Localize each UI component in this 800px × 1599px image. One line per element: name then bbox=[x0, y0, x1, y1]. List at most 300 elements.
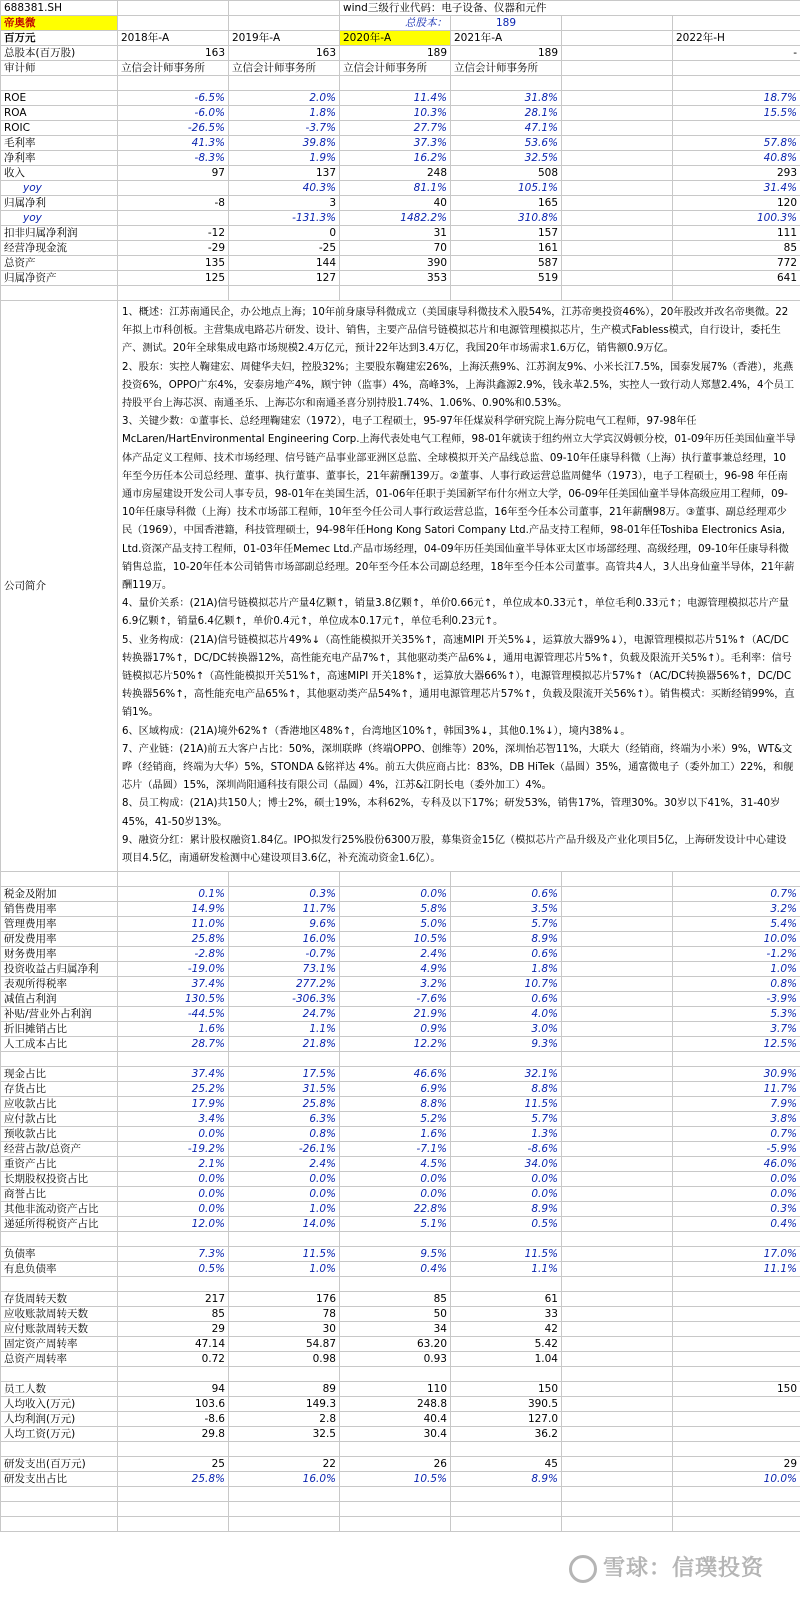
value-cell[interactable]: 22.8% bbox=[340, 1202, 451, 1217]
empty-cell[interactable] bbox=[451, 1277, 562, 1292]
value-cell[interactable]: 11.5% bbox=[451, 1097, 562, 1112]
value-cell[interactable]: 310.8% bbox=[451, 211, 562, 226]
empty-cell[interactable] bbox=[340, 1502, 451, 1517]
value-cell[interactable]: 97 bbox=[118, 166, 229, 181]
empty-cell[interactable] bbox=[118, 1502, 229, 1517]
value-cell[interactable]: 89 bbox=[229, 1382, 340, 1397]
empty-cell[interactable] bbox=[229, 1487, 340, 1502]
value-cell[interactable]: 277.2% bbox=[229, 977, 340, 992]
value-cell[interactable]: 40.4 bbox=[340, 1412, 451, 1427]
empty-cell[interactable] bbox=[118, 1517, 229, 1532]
empty-cell[interactable] bbox=[451, 1052, 562, 1067]
empty-cell[interactable] bbox=[673, 1232, 800, 1247]
value-cell[interactable] bbox=[562, 917, 673, 932]
row-label[interactable]: 投资收益占归属净利 bbox=[1, 962, 118, 977]
value-cell[interactable]: 31 bbox=[340, 226, 451, 241]
value-cell[interactable]: 31.4% bbox=[673, 181, 800, 196]
empty-cell[interactable] bbox=[451, 1487, 562, 1502]
row-label[interactable]: 负债率 bbox=[1, 1247, 118, 1262]
empty-cell[interactable] bbox=[229, 286, 340, 301]
value-cell[interactable]: 0.5% bbox=[118, 1262, 229, 1277]
value-cell[interactable]: 3.0% bbox=[451, 1022, 562, 1037]
value-cell[interactable]: -44.5% bbox=[118, 1007, 229, 1022]
value-cell[interactable]: 5.7% bbox=[451, 917, 562, 932]
row-label[interactable]: 研发支出(百万元) bbox=[1, 1457, 118, 1472]
value-cell[interactable] bbox=[673, 1352, 800, 1367]
empty-cell[interactable] bbox=[229, 1232, 340, 1247]
value-cell[interactable] bbox=[562, 46, 673, 61]
value-cell[interactable]: 6.9% bbox=[340, 1082, 451, 1097]
value-cell[interactable]: 0.6% bbox=[451, 992, 562, 1007]
row-label[interactable]: 应付账款周转天数 bbox=[1, 1322, 118, 1337]
row-label[interactable]: ROA bbox=[1, 106, 118, 121]
value-cell[interactable]: 189 bbox=[451, 46, 562, 61]
value-cell[interactable]: 127 bbox=[229, 271, 340, 286]
row-label[interactable]: 应付款占比 bbox=[1, 1112, 118, 1127]
empty-cell[interactable] bbox=[1, 1442, 118, 1457]
value-cell[interactable]: 0.0% bbox=[118, 1202, 229, 1217]
value-cell[interactable]: 立信会计师事务所 bbox=[340, 61, 451, 76]
value-cell[interactable] bbox=[562, 121, 673, 136]
value-cell[interactable] bbox=[562, 962, 673, 977]
value-cell[interactable]: 125 bbox=[118, 271, 229, 286]
value-cell[interactable]: 0.8% bbox=[673, 977, 800, 992]
value-cell[interactable]: 11.5% bbox=[451, 1247, 562, 1262]
empty-cell[interactable] bbox=[451, 1502, 562, 1517]
value-cell[interactable]: 4.9% bbox=[340, 962, 451, 977]
value-cell[interactable]: -25 bbox=[229, 241, 340, 256]
value-cell[interactable]: 3.4% bbox=[118, 1112, 229, 1127]
row-label[interactable]: 人均收入(万元) bbox=[1, 1397, 118, 1412]
empty-cell[interactable] bbox=[229, 872, 340, 887]
value-cell[interactable]: 12.0% bbox=[118, 1217, 229, 1232]
value-cell[interactable]: 0.72 bbox=[118, 1352, 229, 1367]
row-label[interactable]: yoy bbox=[1, 211, 118, 226]
empty-cell[interactable] bbox=[118, 1367, 229, 1382]
value-cell[interactable]: 17.0% bbox=[673, 1247, 800, 1262]
empty-cell[interactable] bbox=[1, 872, 118, 887]
value-cell[interactable]: 163 bbox=[118, 46, 229, 61]
empty-cell[interactable] bbox=[562, 1052, 673, 1067]
value-cell[interactable] bbox=[118, 211, 229, 226]
value-cell[interactable]: 11.4% bbox=[340, 91, 451, 106]
row-label[interactable]: 经营净现金流 bbox=[1, 241, 118, 256]
value-cell[interactable]: -8 bbox=[118, 196, 229, 211]
value-cell[interactable]: 8.9% bbox=[451, 932, 562, 947]
value-cell[interactable] bbox=[562, 1127, 673, 1142]
value-cell[interactable]: 519 bbox=[451, 271, 562, 286]
value-cell[interactable]: 10.0% bbox=[673, 932, 800, 947]
row-label[interactable]: 表观所得税率 bbox=[1, 977, 118, 992]
value-cell[interactable]: 32.5 bbox=[229, 1427, 340, 1442]
value-cell[interactable]: 508 bbox=[451, 166, 562, 181]
value-cell[interactable]: 163 bbox=[229, 46, 340, 61]
company-name-cell[interactable]: 帝奥微 bbox=[1, 16, 118, 31]
value-cell[interactable] bbox=[562, 1157, 673, 1172]
value-cell[interactable]: 2.4% bbox=[229, 1157, 340, 1172]
value-cell[interactable]: 21.9% bbox=[340, 1007, 451, 1022]
value-cell[interactable]: 39.8% bbox=[229, 136, 340, 151]
row-label[interactable]: 有息负债率 bbox=[1, 1262, 118, 1277]
value-cell[interactable]: 0.0% bbox=[229, 1172, 340, 1187]
empty-cell[interactable] bbox=[673, 872, 800, 887]
empty-cell[interactable] bbox=[451, 1367, 562, 1382]
value-cell[interactable]: 46.0% bbox=[673, 1157, 800, 1172]
empty-cell[interactable] bbox=[1, 1367, 118, 1382]
value-cell[interactable]: 135 bbox=[118, 256, 229, 271]
value-cell[interactable]: 8.8% bbox=[340, 1097, 451, 1112]
empty-cell[interactable] bbox=[1, 1517, 118, 1532]
row-label[interactable]: 人均工资(万元) bbox=[1, 1427, 118, 1442]
value-cell[interactable]: 248 bbox=[340, 166, 451, 181]
row-label[interactable]: 毛利率 bbox=[1, 136, 118, 151]
row-label[interactable]: 总资产周转率 bbox=[1, 1352, 118, 1367]
value-cell[interactable]: -1.2% bbox=[673, 947, 800, 962]
row-label[interactable]: 总股本(百万股) bbox=[1, 46, 118, 61]
empty-cell[interactable] bbox=[118, 1052, 229, 1067]
value-cell[interactable] bbox=[562, 1037, 673, 1052]
value-cell[interactable]: 1.1% bbox=[229, 1022, 340, 1037]
value-cell[interactable]: 353 bbox=[340, 271, 451, 286]
empty-cell[interactable] bbox=[229, 1277, 340, 1292]
value-cell[interactable]: 161 bbox=[451, 241, 562, 256]
value-cell[interactable]: 37.4% bbox=[118, 1067, 229, 1082]
value-cell[interactable]: 9.5% bbox=[340, 1247, 451, 1262]
unit-cell[interactable]: 百万元 bbox=[1, 31, 118, 46]
value-cell[interactable]: 17.5% bbox=[229, 1067, 340, 1082]
empty-cell[interactable] bbox=[451, 1442, 562, 1457]
value-cell[interactable] bbox=[562, 1247, 673, 1262]
value-cell[interactable]: 8.8% bbox=[451, 1082, 562, 1097]
row-label[interactable]: 重资产占比 bbox=[1, 1157, 118, 1172]
value-cell[interactable]: 37.3% bbox=[340, 136, 451, 151]
value-cell[interactable]: 587 bbox=[451, 256, 562, 271]
value-cell[interactable]: -6.5% bbox=[118, 91, 229, 106]
value-cell[interactable]: 0.9% bbox=[340, 1022, 451, 1037]
row-label[interactable]: 经营占款/总资产 bbox=[1, 1142, 118, 1157]
empty-cell[interactable] bbox=[562, 76, 673, 91]
value-cell[interactable]: 立信会计师事务所 bbox=[118, 61, 229, 76]
value-cell[interactable]: 29 bbox=[673, 1457, 800, 1472]
value-cell[interactable]: 189 bbox=[340, 46, 451, 61]
row-label[interactable]: 现金占比 bbox=[1, 1067, 118, 1082]
empty-cell[interactable] bbox=[229, 1442, 340, 1457]
value-cell[interactable]: 0.6% bbox=[451, 887, 562, 902]
value-cell[interactable]: 1.0% bbox=[673, 962, 800, 977]
value-cell[interactable]: 1.3% bbox=[451, 1127, 562, 1142]
empty-cell[interactable] bbox=[1, 1487, 118, 1502]
value-cell[interactable]: 0.0% bbox=[118, 1127, 229, 1142]
value-cell[interactable]: 57.8% bbox=[673, 136, 800, 151]
empty-cell[interactable] bbox=[340, 872, 451, 887]
value-cell[interactable]: 0.8% bbox=[229, 1127, 340, 1142]
empty-cell[interactable] bbox=[562, 286, 673, 301]
value-cell[interactable] bbox=[673, 1427, 800, 1442]
empty-cell[interactable] bbox=[340, 1232, 451, 1247]
value-cell[interactable] bbox=[118, 181, 229, 196]
value-cell[interactable] bbox=[673, 1397, 800, 1412]
value-cell[interactable] bbox=[562, 181, 673, 196]
value-cell[interactable] bbox=[562, 1097, 673, 1112]
value-cell[interactable]: 0.3% bbox=[229, 887, 340, 902]
value-cell[interactable]: 150 bbox=[451, 1382, 562, 1397]
value-cell[interactable] bbox=[562, 91, 673, 106]
ticker-cell[interactable]: 688381.SH bbox=[1, 1, 118, 16]
empty-cell[interactable] bbox=[562, 1442, 673, 1457]
value-cell[interactable]: -7.1% bbox=[340, 1142, 451, 1157]
empty-cell[interactable] bbox=[451, 76, 562, 91]
value-cell[interactable] bbox=[562, 1457, 673, 1472]
value-cell[interactable] bbox=[562, 166, 673, 181]
empty-cell[interactable] bbox=[340, 76, 451, 91]
value-cell[interactable]: 2.1% bbox=[118, 1157, 229, 1172]
value-cell[interactable]: -3.7% bbox=[229, 121, 340, 136]
value-cell[interactable]: 33 bbox=[451, 1307, 562, 1322]
value-cell[interactable]: 31.5% bbox=[229, 1082, 340, 1097]
empty-cell[interactable] bbox=[229, 1502, 340, 1517]
value-cell[interactable]: 176 bbox=[229, 1292, 340, 1307]
value-cell[interactable]: 85 bbox=[673, 241, 800, 256]
value-cell[interactable]: 30.9% bbox=[673, 1067, 800, 1082]
year-cell[interactable]: 2022年-H bbox=[673, 31, 800, 46]
empty-cell[interactable] bbox=[229, 1052, 340, 1067]
empty-cell[interactable] bbox=[451, 286, 562, 301]
value-cell[interactable] bbox=[562, 1397, 673, 1412]
value-cell[interactable]: 7.3% bbox=[118, 1247, 229, 1262]
value-cell[interactable]: 32.5% bbox=[451, 151, 562, 166]
value-cell[interactable] bbox=[562, 1202, 673, 1217]
empty-cell[interactable] bbox=[562, 1277, 673, 1292]
value-cell[interactable]: 14.9% bbox=[118, 902, 229, 917]
value-cell[interactable]: - bbox=[673, 46, 800, 61]
value-cell[interactable] bbox=[562, 902, 673, 917]
value-cell[interactable]: 103.6 bbox=[118, 1397, 229, 1412]
value-cell[interactable]: 7.9% bbox=[673, 1097, 800, 1112]
empty-cell[interactable] bbox=[673, 1277, 800, 1292]
value-cell[interactable]: 25.8% bbox=[118, 1472, 229, 1487]
value-cell[interactable] bbox=[673, 121, 800, 136]
empty-cell[interactable] bbox=[118, 872, 229, 887]
value-cell[interactable] bbox=[562, 1217, 673, 1232]
value-cell[interactable]: 5.0% bbox=[340, 917, 451, 932]
value-cell[interactable] bbox=[562, 1382, 673, 1397]
value-cell[interactable]: 0.0% bbox=[673, 1172, 800, 1187]
value-cell[interactable]: 40.8% bbox=[673, 151, 800, 166]
intro-text[interactable] bbox=[118, 301, 800, 872]
row-label[interactable]: 研发费用率 bbox=[1, 932, 118, 947]
value-cell[interactable]: 3.7% bbox=[673, 1022, 800, 1037]
value-cell[interactable] bbox=[562, 1322, 673, 1337]
value-cell[interactable]: 105.1% bbox=[451, 181, 562, 196]
value-cell[interactable]: -8.3% bbox=[118, 151, 229, 166]
value-cell[interactable]: 85 bbox=[118, 1307, 229, 1322]
value-cell[interactable]: 150 bbox=[673, 1382, 800, 1397]
value-cell[interactable]: 1.6% bbox=[118, 1022, 229, 1037]
value-cell[interactable] bbox=[562, 151, 673, 166]
empty-cell[interactable] bbox=[562, 1232, 673, 1247]
value-cell[interactable]: 53.6% bbox=[451, 136, 562, 151]
value-cell[interactable] bbox=[562, 1067, 673, 1082]
value-cell[interactable] bbox=[562, 1007, 673, 1022]
value-cell[interactable]: 29 bbox=[118, 1322, 229, 1337]
value-cell[interactable]: 25.2% bbox=[118, 1082, 229, 1097]
value-cell[interactable]: 54.87 bbox=[229, 1337, 340, 1352]
value-cell[interactable]: 5.8% bbox=[340, 902, 451, 917]
value-cell[interactable]: 81.1% bbox=[340, 181, 451, 196]
empty-cell[interactable] bbox=[562, 1487, 673, 1502]
empty-cell[interactable] bbox=[673, 1367, 800, 1382]
year-cell[interactable]: 2021年-A bbox=[451, 31, 562, 46]
value-cell[interactable]: 149.3 bbox=[229, 1397, 340, 1412]
value-cell[interactable]: 1.0% bbox=[229, 1202, 340, 1217]
row-label[interactable]: 商誉占比 bbox=[1, 1187, 118, 1202]
value-cell[interactable] bbox=[562, 106, 673, 121]
value-cell[interactable]: 42 bbox=[451, 1322, 562, 1337]
value-cell[interactable]: 0.0% bbox=[340, 1187, 451, 1202]
value-cell[interactable]: 1.6% bbox=[340, 1127, 451, 1142]
empty-cell[interactable] bbox=[229, 1367, 340, 1382]
value-cell[interactable]: 2.0% bbox=[229, 91, 340, 106]
value-cell[interactable]: -3.9% bbox=[673, 992, 800, 1007]
value-cell[interactable]: 0.0% bbox=[340, 1172, 451, 1187]
value-cell[interactable]: 0.0% bbox=[451, 1187, 562, 1202]
value-cell[interactable]: 63.20 bbox=[340, 1337, 451, 1352]
value-cell[interactable] bbox=[562, 1172, 673, 1187]
value-cell[interactable]: 34 bbox=[340, 1322, 451, 1337]
value-cell[interactable]: 11.0% bbox=[118, 917, 229, 932]
value-cell[interactable]: 47.1% bbox=[451, 121, 562, 136]
value-cell[interactable]: -131.3% bbox=[229, 211, 340, 226]
value-cell[interactable]: 1.8% bbox=[229, 106, 340, 121]
value-cell[interactable]: 37.4% bbox=[118, 977, 229, 992]
value-cell[interactable]: 0.98 bbox=[229, 1352, 340, 1367]
value-cell[interactable] bbox=[562, 61, 673, 76]
value-cell[interactable]: 1.1% bbox=[451, 1262, 562, 1277]
row-label[interactable]: 销售费用率 bbox=[1, 902, 118, 917]
industry-cell[interactable]: wind三级行业代码：电子设备、仪器和元件 bbox=[340, 1, 800, 16]
value-cell[interactable]: 165 bbox=[451, 196, 562, 211]
value-cell[interactable]: 73.1% bbox=[229, 962, 340, 977]
intro-label[interactable]: 公司简介 bbox=[1, 301, 118, 872]
value-cell[interactable]: 94 bbox=[118, 1382, 229, 1397]
empty-cell[interactable] bbox=[1, 76, 118, 91]
value-cell[interactable]: 10.0% bbox=[673, 1472, 800, 1487]
value-cell[interactable]: 2.8 bbox=[229, 1412, 340, 1427]
value-cell[interactable]: 40.3% bbox=[229, 181, 340, 196]
value-cell[interactable]: 8.9% bbox=[451, 1472, 562, 1487]
value-cell[interactable]: 70 bbox=[340, 241, 451, 256]
value-cell[interactable]: 10.5% bbox=[340, 932, 451, 947]
value-cell[interactable]: 25.8% bbox=[229, 1097, 340, 1112]
value-cell[interactable]: 3 bbox=[229, 196, 340, 211]
value-cell[interactable] bbox=[562, 932, 673, 947]
value-cell[interactable]: 1.8% bbox=[451, 962, 562, 977]
value-cell[interactable]: 4.0% bbox=[451, 1007, 562, 1022]
value-cell[interactable]: 248.8 bbox=[340, 1397, 451, 1412]
empty-cell[interactable] bbox=[340, 1487, 451, 1502]
value-cell[interactable] bbox=[562, 1142, 673, 1157]
value-cell[interactable]: 120 bbox=[673, 196, 800, 211]
value-cell[interactable]: -19.0% bbox=[118, 962, 229, 977]
value-cell[interactable]: 1.0% bbox=[229, 1262, 340, 1277]
value-cell[interactable]: 16.2% bbox=[340, 151, 451, 166]
value-cell[interactable]: 46.6% bbox=[340, 1067, 451, 1082]
row-label[interactable]: 长期股权投资占比 bbox=[1, 1172, 118, 1187]
value-cell[interactable]: 9.6% bbox=[229, 917, 340, 932]
value-cell[interactable]: 9.3% bbox=[451, 1037, 562, 1052]
empty-cell[interactable] bbox=[562, 1502, 673, 1517]
empty-cell[interactable] bbox=[673, 1517, 800, 1532]
value-cell[interactable] bbox=[562, 1187, 673, 1202]
empty-cell[interactable] bbox=[562, 1517, 673, 1532]
value-cell[interactable]: 0.93 bbox=[340, 1352, 451, 1367]
empty-cell[interactable] bbox=[118, 286, 229, 301]
value-cell[interactable]: -5.9% bbox=[673, 1142, 800, 1157]
empty-cell[interactable] bbox=[673, 1442, 800, 1457]
row-label[interactable]: 应收款占比 bbox=[1, 1097, 118, 1112]
value-cell[interactable]: 36.2 bbox=[451, 1427, 562, 1442]
value-cell[interactable]: 25.8% bbox=[118, 932, 229, 947]
empty-cell[interactable] bbox=[1, 1277, 118, 1292]
value-cell[interactable] bbox=[562, 947, 673, 962]
value-cell[interactable]: 6.3% bbox=[229, 1112, 340, 1127]
value-cell[interactable] bbox=[562, 1337, 673, 1352]
value-cell[interactable]: 25 bbox=[118, 1457, 229, 1472]
value-cell[interactable]: 11.7% bbox=[673, 1082, 800, 1097]
empty-cell[interactable] bbox=[340, 286, 451, 301]
value-cell[interactable]: 0.4% bbox=[340, 1262, 451, 1277]
value-cell[interactable]: 18.7% bbox=[673, 91, 800, 106]
value-cell[interactable]: 11.1% bbox=[673, 1262, 800, 1277]
value-cell[interactable]: 0.4% bbox=[673, 1217, 800, 1232]
value-cell[interactable]: 47.14 bbox=[118, 1337, 229, 1352]
value-cell[interactable] bbox=[673, 1322, 800, 1337]
value-cell[interactable]: 110 bbox=[340, 1382, 451, 1397]
value-cell[interactable]: 15.5% bbox=[673, 106, 800, 121]
value-cell[interactable]: 5.1% bbox=[340, 1217, 451, 1232]
value-cell[interactable]: 390 bbox=[340, 256, 451, 271]
value-cell[interactable]: -0.7% bbox=[229, 947, 340, 962]
value-cell[interactable]: 21.8% bbox=[229, 1037, 340, 1052]
value-cell[interactable] bbox=[562, 196, 673, 211]
empty-cell[interactable] bbox=[1, 1502, 118, 1517]
value-cell[interactable]: 45 bbox=[451, 1457, 562, 1472]
total-shares-value[interactable]: 189 bbox=[451, 16, 562, 31]
value-cell[interactable]: 29.8 bbox=[118, 1427, 229, 1442]
value-cell[interactable]: 0.3% bbox=[673, 1202, 800, 1217]
value-cell[interactable] bbox=[673, 1337, 800, 1352]
row-label[interactable]: 总资产 bbox=[1, 256, 118, 271]
value-cell[interactable] bbox=[562, 1112, 673, 1127]
value-cell[interactable]: 0 bbox=[229, 226, 340, 241]
value-cell[interactable]: 0.7% bbox=[673, 1127, 800, 1142]
value-cell[interactable]: 40 bbox=[340, 196, 451, 211]
empty-cell[interactable] bbox=[673, 76, 800, 91]
value-cell[interactable]: 27.7% bbox=[340, 121, 451, 136]
row-label[interactable]: 管理费用率 bbox=[1, 917, 118, 932]
value-cell[interactable]: -26.1% bbox=[229, 1142, 340, 1157]
value-cell[interactable] bbox=[562, 1412, 673, 1427]
value-cell[interactable]: 4.5% bbox=[340, 1157, 451, 1172]
value-cell[interactable] bbox=[562, 241, 673, 256]
value-cell[interactable] bbox=[673, 61, 800, 76]
value-cell[interactable]: 14.0% bbox=[229, 1217, 340, 1232]
row-label[interactable]: 补贴/营业外占利润 bbox=[1, 1007, 118, 1022]
total-shares-label[interactable]: 总股本： bbox=[340, 16, 451, 31]
empty-cell[interactable] bbox=[451, 872, 562, 887]
row-label[interactable]: 人工成本占比 bbox=[1, 1037, 118, 1052]
row-label[interactable]: 收入 bbox=[1, 166, 118, 181]
